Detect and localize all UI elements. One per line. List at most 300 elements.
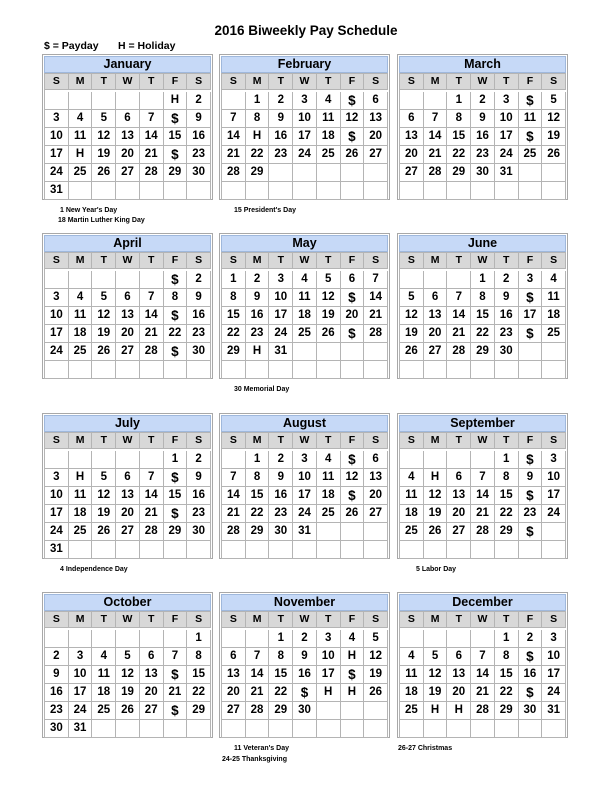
month-grid — [44, 252, 211, 379]
day-cell: 21 — [246, 684, 270, 702]
day-cell: 26 — [400, 343, 424, 361]
payday-cell: $ — [293, 684, 317, 702]
day-cell: 5 — [116, 648, 140, 666]
day-cell — [424, 541, 448, 559]
day-cell: 6 — [447, 469, 471, 487]
day-cell: 15 — [164, 487, 188, 505]
day-cell — [45, 630, 69, 648]
day-cell — [471, 451, 495, 469]
weekday-header: T — [447, 612, 471, 628]
holiday-cell: H — [341, 648, 365, 666]
weekday-header: S — [187, 74, 211, 90]
day-cell: 22 — [164, 325, 188, 343]
day-cell — [341, 182, 365, 200]
weekday-header: T — [269, 253, 293, 269]
day-cell: 4 — [92, 648, 116, 666]
day-cell: 13 — [447, 487, 471, 505]
day-cell: 9 — [495, 289, 519, 307]
day-cell: 20 — [364, 128, 388, 146]
day-cell: 28 — [222, 523, 246, 541]
day-cell: 7 — [246, 648, 270, 666]
day-cell: 20 — [424, 325, 448, 343]
month-name: February — [221, 56, 388, 73]
day-cell: 4 — [400, 648, 424, 666]
weekday-header: S — [400, 253, 424, 269]
weekday-header: T — [495, 433, 519, 449]
day-cell: 29 — [187, 702, 211, 720]
day-cell — [519, 361, 543, 379]
day-cell — [341, 361, 365, 379]
month-name: March — [399, 56, 566, 73]
day-cell: 30 — [471, 164, 495, 182]
day-cell: 16 — [187, 128, 211, 146]
day-cell — [447, 361, 471, 379]
day-cell — [317, 164, 341, 182]
day-cell: 30 — [45, 720, 69, 738]
day-cell: 3 — [269, 271, 293, 289]
weekday-header: T — [317, 433, 341, 449]
day-cell — [471, 182, 495, 200]
weekday-header: S — [364, 74, 388, 90]
day-cell — [519, 164, 543, 182]
payday-cell: $ — [519, 684, 543, 702]
day-cell — [495, 361, 519, 379]
day-cell: 31 — [45, 182, 69, 200]
day-cell: 21 — [222, 505, 246, 523]
weekday-header: F — [519, 253, 543, 269]
day-cell: 22 — [269, 684, 293, 702]
day-cell: 22 — [471, 325, 495, 343]
day-cell: 8 — [447, 110, 471, 128]
day-cell: 15 — [495, 666, 519, 684]
day-cell: 9 — [45, 666, 69, 684]
day-cell: 13 — [116, 307, 140, 325]
weekday-header: S — [45, 74, 69, 90]
day-cell: 31 — [495, 164, 519, 182]
day-cell: 21 — [471, 505, 495, 523]
day-cell — [364, 720, 388, 738]
day-cell: 13 — [447, 666, 471, 684]
day-cell: 1 — [495, 451, 519, 469]
day-cell — [187, 541, 211, 559]
day-cell — [164, 541, 188, 559]
payday-cell: $ — [164, 110, 188, 128]
weekday-header: S — [542, 433, 566, 449]
weekday-header: M — [69, 433, 93, 449]
day-cell: 24 — [495, 146, 519, 164]
month-name: May — [221, 235, 388, 252]
holiday-note: 24-25 Thanksgiving — [222, 756, 287, 763]
day-cell — [92, 182, 116, 200]
day-cell — [92, 361, 116, 379]
day-cell — [269, 182, 293, 200]
day-cell: 22 — [246, 146, 270, 164]
weekday-header: T — [495, 74, 519, 90]
day-cell: 6 — [341, 271, 365, 289]
day-cell: 3 — [45, 289, 69, 307]
day-cell: 15 — [187, 666, 211, 684]
day-cell: 2 — [187, 271, 211, 289]
day-cell — [140, 92, 164, 110]
day-cell: 2 — [495, 271, 519, 289]
day-cell — [519, 720, 543, 738]
weekday-header: W — [293, 74, 317, 90]
day-cell — [317, 361, 341, 379]
day-cell — [269, 541, 293, 559]
day-cell — [424, 361, 448, 379]
month-february — [219, 54, 390, 200]
weekday-header: T — [317, 612, 341, 628]
weekday-header: S — [400, 433, 424, 449]
day-cell: 24 — [45, 343, 69, 361]
day-cell: 15 — [269, 666, 293, 684]
day-cell — [364, 541, 388, 559]
day-cell: 30 — [187, 164, 211, 182]
day-cell: 12 — [424, 666, 448, 684]
day-cell: 23 — [269, 505, 293, 523]
day-cell: 2 — [45, 648, 69, 666]
day-cell: 30 — [495, 343, 519, 361]
month-name: October — [44, 594, 211, 611]
day-cell: 10 — [542, 648, 566, 666]
day-cell: 15 — [471, 307, 495, 325]
day-cell: 26 — [317, 325, 341, 343]
weekday-header: W — [293, 433, 317, 449]
payday-cell: $ — [164, 469, 188, 487]
weekday-header: F — [519, 612, 543, 628]
day-cell: 20 — [140, 684, 164, 702]
day-cell: 10 — [293, 469, 317, 487]
day-cell: 7 — [471, 648, 495, 666]
day-cell: 24 — [45, 523, 69, 541]
day-cell: 10 — [269, 289, 293, 307]
day-cell — [364, 523, 388, 541]
month-grid — [399, 432, 566, 559]
day-cell: 2 — [187, 451, 211, 469]
day-cell: 18 — [542, 307, 566, 325]
day-cell: 14 — [140, 128, 164, 146]
day-cell: 2 — [269, 451, 293, 469]
month-january — [42, 54, 213, 200]
day-cell — [400, 720, 424, 738]
day-cell: 25 — [400, 523, 424, 541]
weekday-header: S — [187, 253, 211, 269]
day-cell: 8 — [246, 110, 270, 128]
holiday-cell: H — [424, 702, 448, 720]
day-cell — [69, 182, 93, 200]
day-cell: 26 — [364, 684, 388, 702]
day-cell: 13 — [140, 666, 164, 684]
day-cell: 18 — [317, 487, 341, 505]
day-cell: 2 — [293, 630, 317, 648]
day-cell: 12 — [364, 648, 388, 666]
weekday-header: F — [341, 612, 365, 628]
day-cell: 4 — [69, 110, 93, 128]
weekday-header: M — [246, 612, 270, 628]
day-cell: 17 — [519, 307, 543, 325]
day-cell: 5 — [92, 110, 116, 128]
day-cell: 15 — [222, 307, 246, 325]
day-cell — [92, 451, 116, 469]
day-cell — [424, 92, 448, 110]
payday-cell: $ — [164, 702, 188, 720]
day-cell — [471, 630, 495, 648]
day-cell — [495, 182, 519, 200]
holiday-cell: H — [424, 469, 448, 487]
day-cell: 12 — [92, 487, 116, 505]
day-cell: 27 — [364, 146, 388, 164]
legend-payday: $ = Payday — [44, 40, 99, 52]
day-cell: 13 — [222, 666, 246, 684]
weekday-header: T — [92, 74, 116, 90]
weekday-header: F — [341, 253, 365, 269]
day-cell: 27 — [222, 702, 246, 720]
day-cell: 2 — [471, 92, 495, 110]
day-cell — [246, 720, 270, 738]
day-cell — [364, 182, 388, 200]
day-cell: 26 — [116, 702, 140, 720]
day-cell: 17 — [293, 128, 317, 146]
day-cell: 8 — [187, 648, 211, 666]
page-title: 2016 Biweekly Pay Schedule — [214, 23, 398, 38]
weekday-header: S — [222, 253, 246, 269]
day-cell: 26 — [92, 343, 116, 361]
day-cell: 21 — [140, 325, 164, 343]
legend-holiday: H = Holiday — [118, 40, 176, 52]
day-cell — [341, 523, 365, 541]
day-cell: 18 — [317, 128, 341, 146]
day-cell: 9 — [269, 110, 293, 128]
day-cell: 22 — [246, 505, 270, 523]
day-cell: 9 — [187, 469, 211, 487]
day-cell — [317, 720, 341, 738]
day-cell: 19 — [92, 505, 116, 523]
day-cell — [542, 541, 566, 559]
month-grid — [44, 73, 211, 200]
day-cell: 9 — [187, 110, 211, 128]
holiday-note: 26-27 Christmas — [398, 745, 453, 752]
day-cell: 25 — [69, 164, 93, 182]
day-cell: 5 — [317, 271, 341, 289]
day-cell: 23 — [495, 325, 519, 343]
day-cell: 20 — [364, 487, 388, 505]
day-cell: 21 — [222, 146, 246, 164]
month-name: November — [221, 594, 388, 611]
day-cell: 25 — [317, 505, 341, 523]
payday-cell: $ — [164, 343, 188, 361]
month-august — [219, 413, 390, 559]
payday-cell: $ — [341, 128, 365, 146]
day-cell: 1 — [269, 630, 293, 648]
day-cell: 8 — [246, 469, 270, 487]
day-cell — [140, 451, 164, 469]
day-cell: 24 — [293, 146, 317, 164]
holiday-cell: H — [317, 684, 341, 702]
day-cell: 8 — [495, 648, 519, 666]
payday-cell: $ — [519, 487, 543, 505]
day-cell: 6 — [222, 648, 246, 666]
day-cell — [364, 361, 388, 379]
holiday-note: 4 Independence Day — [60, 566, 128, 573]
day-cell: 19 — [424, 505, 448, 523]
day-cell: 25 — [519, 146, 543, 164]
day-cell — [364, 702, 388, 720]
weekday-header: F — [341, 433, 365, 449]
day-cell: 24 — [542, 505, 566, 523]
day-cell: 20 — [447, 505, 471, 523]
day-cell: 31 — [542, 702, 566, 720]
day-cell — [116, 541, 140, 559]
weekday-header: S — [45, 433, 69, 449]
day-cell — [293, 164, 317, 182]
day-cell — [222, 541, 246, 559]
day-cell: 24 — [269, 325, 293, 343]
weekday-header: S — [542, 253, 566, 269]
month-september — [397, 413, 568, 559]
day-cell: 22 — [222, 325, 246, 343]
day-cell: 7 — [364, 271, 388, 289]
day-cell: 23 — [187, 505, 211, 523]
day-cell: 11 — [519, 110, 543, 128]
payday-cell: $ — [164, 146, 188, 164]
payday-cell: $ — [519, 451, 543, 469]
day-cell: 12 — [424, 487, 448, 505]
day-cell: 30 — [187, 523, 211, 541]
day-cell: 20 — [341, 307, 365, 325]
day-cell — [293, 182, 317, 200]
day-cell: 21 — [424, 146, 448, 164]
day-cell — [222, 92, 246, 110]
day-cell — [447, 271, 471, 289]
holiday-cell: H — [341, 684, 365, 702]
day-cell — [424, 720, 448, 738]
day-cell: 28 — [140, 523, 164, 541]
day-cell: 20 — [116, 325, 140, 343]
day-cell: 27 — [116, 164, 140, 182]
day-cell: 1 — [471, 271, 495, 289]
month-name: December — [399, 594, 566, 611]
day-cell — [187, 182, 211, 200]
day-cell: 10 — [317, 648, 341, 666]
day-cell: 30 — [269, 523, 293, 541]
day-cell: 18 — [69, 505, 93, 523]
day-cell: 31 — [45, 541, 69, 559]
day-cell: 10 — [293, 110, 317, 128]
day-cell — [400, 271, 424, 289]
day-cell: 2 — [519, 630, 543, 648]
day-cell: 4 — [293, 271, 317, 289]
weekday-header: S — [222, 612, 246, 628]
weekday-header: W — [471, 612, 495, 628]
day-cell: 29 — [246, 164, 270, 182]
day-cell — [92, 541, 116, 559]
day-cell: 14 — [364, 289, 388, 307]
day-cell: 11 — [92, 666, 116, 684]
day-cell: 6 — [116, 469, 140, 487]
day-cell — [519, 541, 543, 559]
holiday-cell: H — [69, 146, 93, 164]
day-cell — [69, 630, 93, 648]
day-cell: 28 — [140, 164, 164, 182]
day-cell: 3 — [542, 451, 566, 469]
day-cell — [317, 343, 341, 361]
weekday-header: S — [222, 433, 246, 449]
day-cell: 10 — [45, 307, 69, 325]
day-cell: 21 — [164, 684, 188, 702]
day-cell: 11 — [293, 289, 317, 307]
day-cell — [317, 182, 341, 200]
day-cell: 29 — [164, 164, 188, 182]
day-cell: 26 — [542, 146, 566, 164]
day-cell: 19 — [400, 325, 424, 343]
day-cell — [164, 361, 188, 379]
day-cell: 3 — [317, 630, 341, 648]
day-cell: 25 — [542, 325, 566, 343]
day-cell: 7 — [140, 289, 164, 307]
day-cell — [317, 541, 341, 559]
day-cell: 11 — [69, 307, 93, 325]
month-grid — [44, 432, 211, 559]
day-cell: 9 — [187, 289, 211, 307]
day-cell: 17 — [495, 128, 519, 146]
day-cell — [317, 523, 341, 541]
holiday-cell: H — [246, 343, 270, 361]
day-cell — [69, 541, 93, 559]
weekday-header: M — [246, 253, 270, 269]
month-grid — [221, 611, 388, 738]
weekday-header: W — [471, 74, 495, 90]
day-cell — [222, 361, 246, 379]
day-cell: 19 — [317, 307, 341, 325]
weekday-header: T — [447, 433, 471, 449]
month-name: August — [221, 415, 388, 432]
day-cell — [92, 720, 116, 738]
day-cell: 29 — [495, 523, 519, 541]
day-cell: 23 — [519, 505, 543, 523]
day-cell: 21 — [471, 684, 495, 702]
day-cell: 15 — [447, 128, 471, 146]
day-cell: 8 — [164, 289, 188, 307]
month-december — [397, 592, 568, 738]
day-cell: 6 — [447, 648, 471, 666]
weekday-header: S — [542, 74, 566, 90]
weekday-header: S — [364, 612, 388, 628]
day-cell: 23 — [187, 325, 211, 343]
day-cell: 19 — [92, 146, 116, 164]
weekday-header: T — [447, 74, 471, 90]
weekday-header: T — [140, 74, 164, 90]
month-name: January — [44, 56, 211, 73]
day-cell — [246, 630, 270, 648]
day-cell: 15 — [246, 487, 270, 505]
day-cell: 10 — [45, 128, 69, 146]
payday-cell: $ — [164, 666, 188, 684]
day-cell: 3 — [293, 451, 317, 469]
day-cell: 28 — [222, 164, 246, 182]
day-cell: 25 — [293, 325, 317, 343]
day-cell: 11 — [69, 487, 93, 505]
weekday-header: M — [246, 74, 270, 90]
day-cell: 14 — [424, 128, 448, 146]
day-cell — [222, 720, 246, 738]
month-march — [397, 54, 568, 200]
weekday-header: T — [92, 253, 116, 269]
day-cell: 13 — [364, 110, 388, 128]
day-cell: 23 — [45, 702, 69, 720]
day-cell: 26 — [92, 164, 116, 182]
day-cell: 9 — [269, 469, 293, 487]
day-cell: 11 — [400, 666, 424, 684]
